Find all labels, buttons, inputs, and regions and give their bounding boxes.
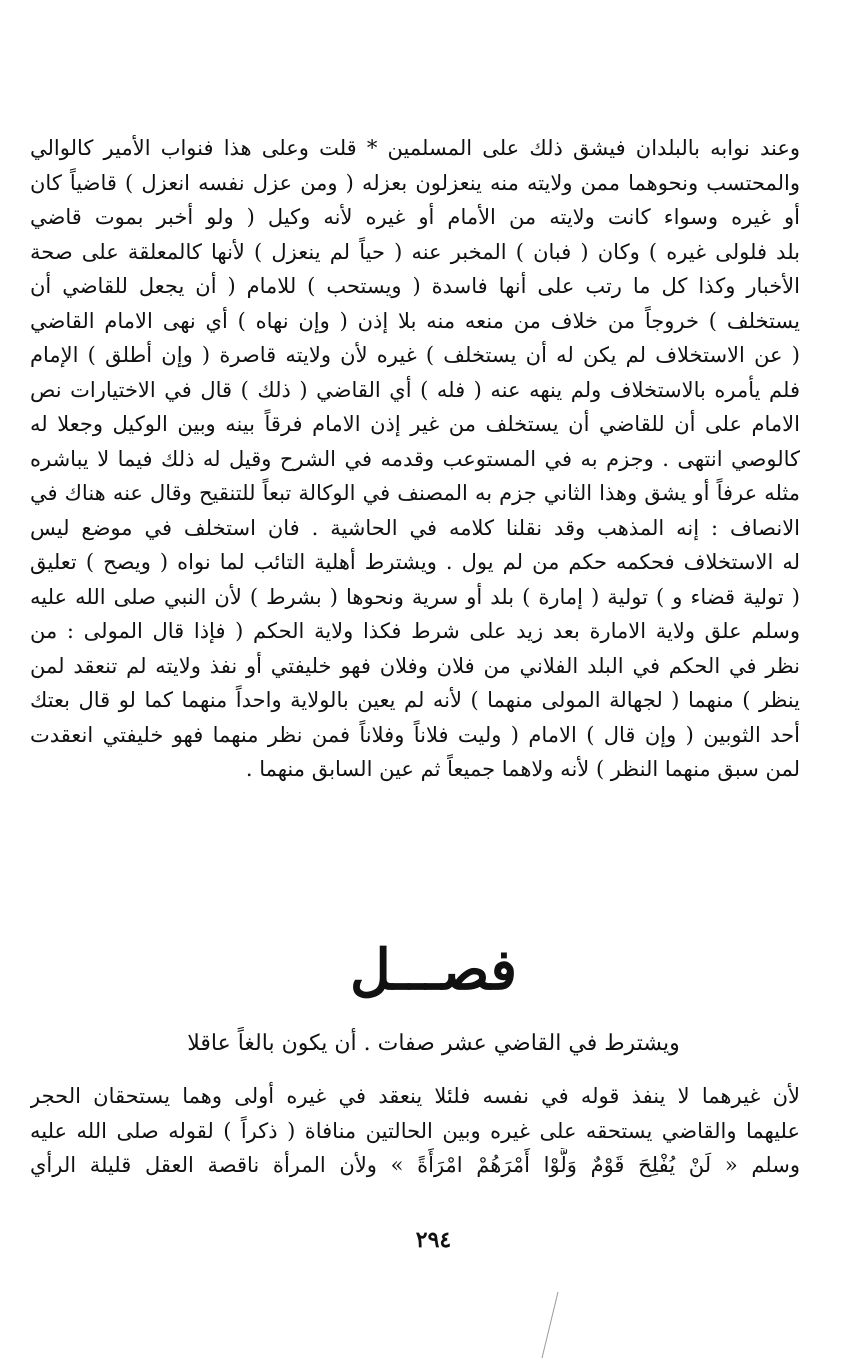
text-line: الانصاف : إنه المذهب وقد نقلنا كلامه في الحاشية . فان استخلف في موضع ليس: [30, 515, 800, 540]
main-text-block: [30, 131, 800, 787]
section-heading: فصـــل: [350, 937, 517, 1003]
text-line: يستخلف ) خروجاً من خلاف من منعه منه بلا إذن ( وإن نهاه ) أي نهى الامام القاضي: [30, 308, 800, 333]
text-line: أو غيره وسواء كانت ولايته من الأمام أو غيره لأنه وكيل ( ولو أخبر بموت قاضي: [30, 205, 800, 229]
text-line: عليهما والقاضي يستحقه على غيره وبين الحالتين منافاة ( ذكراً ) لقوله صلى الله عليه: [30, 1118, 800, 1143]
text-line: أحد الثوبين ( وإن قال ) الامام ( وليت فلاناً وفلاناً فمن نظر منهما فهو خليفتي انعقدت: [30, 722, 800, 747]
text-line: لمن سبق منهما النظر ) لأنه ولاهما جميعاً ثم عين السابق منهما .: [245, 757, 800, 781]
text-line: الأخبار وكذا كل ما رتب على أنها فاسدة ( ويستحب ) للامام ( أن يجعل للقاضي أن: [30, 274, 800, 298]
text-line: وسلم علق ولاية الامارة بعد زيد على شرط فكذا ولاية الحكم ( فإذا قال المولى : من: [30, 619, 800, 643]
text-line: نظر في الحكم في البلد الفلاني من فلان وفلان فهو خليفتي أو نفذ ولايته لم تنعقد لمن: [30, 653, 800, 678]
scan-mark: [520, 1290, 580, 1360]
text-line: وسلم « لَنْ يُفْلِحَ قَوْمٌ وَلَّوْا أَمْرَهُمْ امْرَأَةً » ولأن المرأة ناقصة العقل قليلة الرأي: [30, 1153, 800, 1177]
section-subheading: ويشترط في القاضي عشر صفات . أن يكون بالغاً عاقلا: [187, 1031, 680, 1056]
text-line: الامام على أن للقاضي أن يستخلف من غير إذن الامام فرقاً بينه وبين الوكيل وجعلا له: [30, 412, 800, 436]
text-line: ( عن الاستخلاف لم يكن له أن يستخلف ) غيره لأن ولايته قاصرة ( وإن أطلق ) الإمام: [30, 343, 800, 367]
text-line: له الاستخلاف فحكمه حكم من لم يول . ويشترط أهلية التائب لما نواه ( ويصح ) تعليق: [30, 550, 800, 574]
section-text-block: [30, 1079, 800, 1183]
text-line: فلم يأمره بالاستخلاف ولم ينهه عنه ( فله ) أي القاضي ( ذلك ) قال في الاختيارات نص: [30, 377, 800, 402]
text-line: ( تولية قضاء و ) تولية ( إمارة ) بلد أو سرية ونحوها ( بشرط ) لأن النبي صلى الله عليه: [30, 584, 800, 609]
text-line: كالوصي انتهى . وجزم به في المستوعب وقدمه في الشرح وقيل له ذلك فيما لا يباشره: [30, 446, 800, 471]
page-number: ٢٩٤: [415, 1227, 452, 1253]
text-line: وعند نوابه بالبلدان فيشق ذلك على المسلمين * قلت وعلى هذا فنواب الأمير كالوالي: [30, 136, 800, 160]
text-line: مثله عرفاً أو يشق وهذا الثاني جزم به المصنف في الوكالة تبعاً للتنقيح وقال عنه هناك في: [30, 481, 800, 505]
text-line: ينظر ) منهما ( لجهالة المولى منهما ) لأنه لم يعين بالولاية واحداً منهما كما لو قال بعتك: [30, 688, 800, 712]
text-line: لأن غيرهما لا ينفذ قوله في نفسه فلئلا ينعقد في غيره أولى وهما يستحقان الحجر: [30, 1084, 800, 1108]
text-line: بلد فلولى غيره ) وكان ( فبان ) المخبر عنه ( حياً لم ينعزل ) لأنها كالمعلقة على صحة: [30, 239, 800, 264]
text-line: والمحتسب ونحوهما ممن ولايته منه ينعزلون بعزله ( ومن عزل نفسه انعزل ) قاضياً كان: [30, 170, 800, 195]
